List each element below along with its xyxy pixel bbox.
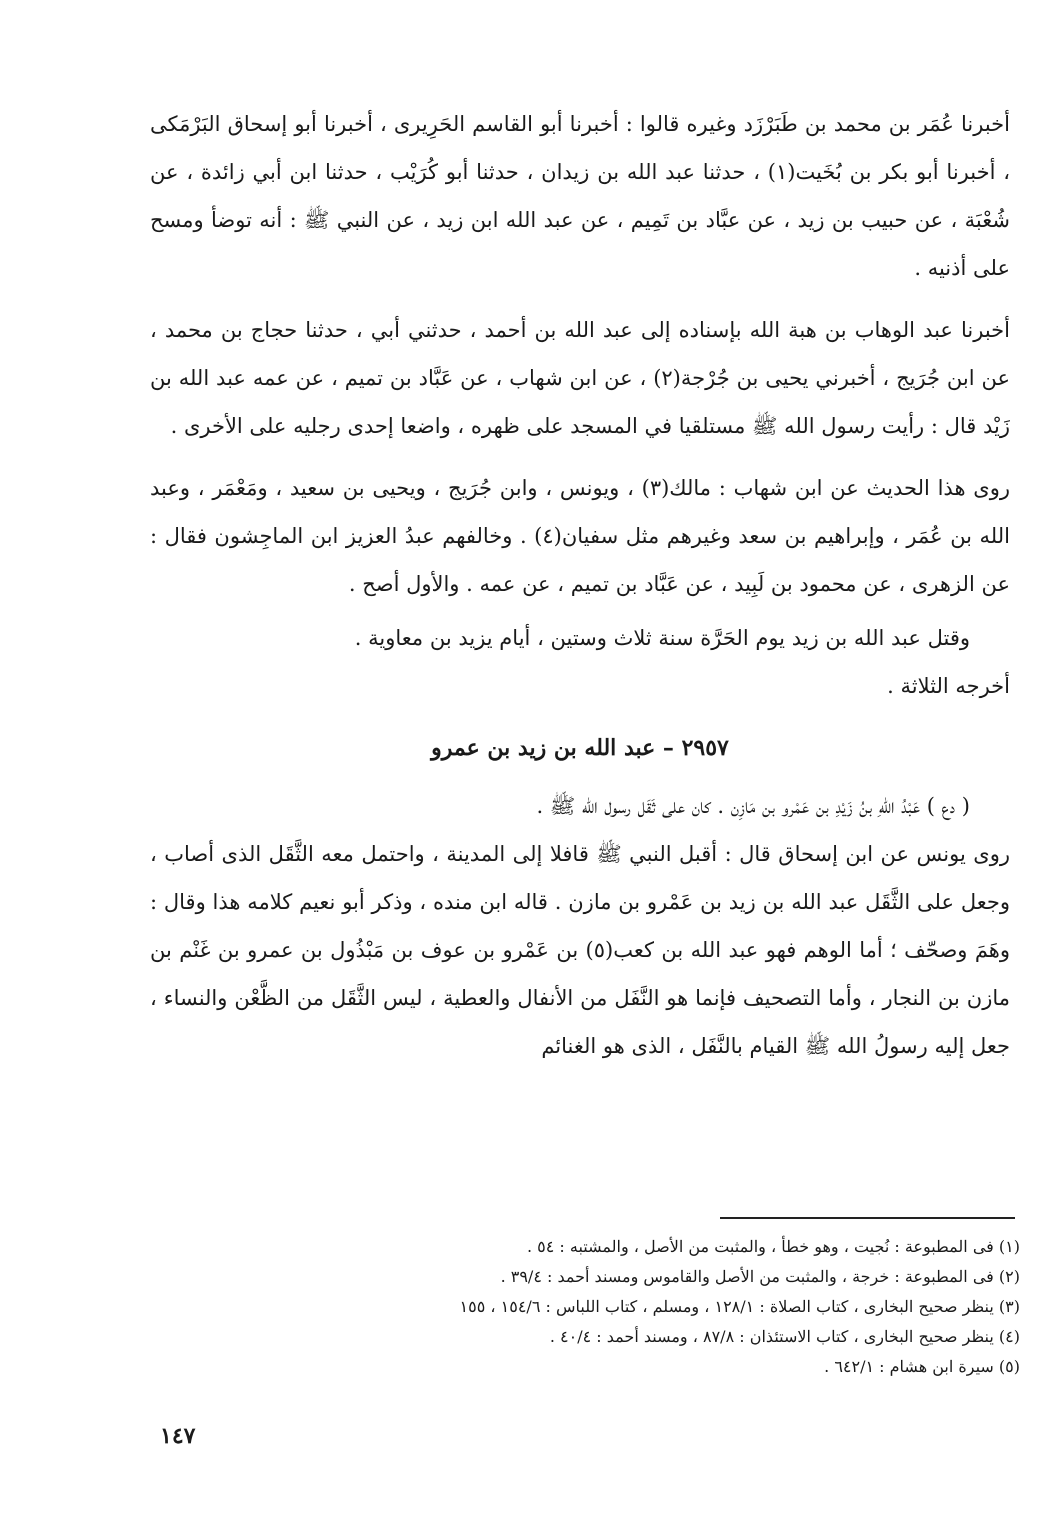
footnotes (250, 1232, 1020, 1382)
entry-paragraph: روى يونس عن ابن إسحاق قال : أقبل النبي ﷺ قافلا إلى المدينة ، واحتمل معه الثَّقَل الذى أصاب ، وجعل على الثَّقَل عبد الله بن زيد بن عَمْرو بن مازن . قاله ابن منده ، وذكر أبو نعيم كلامه هذا وقال : وهَمَ وصحّف ؛ أما الوهم فهو عبد الله بن كعب(٥) بن عَمْرو بن عوف بن مَبْذُول بن عمرو بن غَنْم بن مازن بن النجار ، وأما التصحيف فإنما هو النَّفَل من الأنفال والعطية ، ليس الثَّقَل من الظَّعْن والنساء ، جعل إليه رسولُ الله ﷺ القيام بالنَّفَل ، الذى هو الغنائم (150, 842, 1011, 1058)
paragraph-2: أخبرنا عبد الوهاب بن هبة الله بإسناده إلى عبد الله بن أحمد ، حدثني أبي ، حدثنا حجاج بن محمد ، عن ابن جُرَيج ، أخبرني يحيى بن جُرْجة(٢) ، عن ابن شهاب ، عن عَبَّاد بن تميم ، عن عمه عبد الله بن زَيْد قال : رأيت رسول الله ﷺ مستلقيا في المسجد على ظهره ، واضعا إحدى رجليه على الأخرى . (150, 318, 1010, 438)
footnote-3: (٣) ينظر صحيح البخارى ، كتاب الصلاة : ١٢٨/١ ، ومسلم ، كتاب اللباس : ١٥٤/٦ ، ١٥٥ (459, 1297, 1020, 1316)
footnote-2: (٢) فى المطبوعة : خرجة ، والمثبت من الأصل والقاموس ومسند أحمد : ٣٩/٤ . (500, 1267, 1020, 1286)
footnote-5: (٥) سيرة ابن هشام : ٦٤٢/١ . (824, 1357, 1020, 1376)
entry-heading: ٢٩٥٧ – عبد الله بن زيد بن عمرو (431, 735, 729, 761)
footnote-divider (720, 1217, 1015, 1219)
paragraph-1: أخبرنا عُمَر بن محمد بن طَبَرْزَد وغيره قالوا : أخبرنا أبو القاسم الحَرِيرى ، أخبرنا أبو إسحاق البَرْمَكى ، أخبرنا أبو بكر بن بُخَيت(١) ، حدثنا عبد الله بن زيدان ، حدثنا أبو كُرَيْب ، حدثنا ابن أبي زائدة ، عن شُعْبَة ، عن حبيب بن زيد ، عن عبَّاد بن تَمِيم ، عن عبد الله ابن زيد ، عن النبي ﷺ : أنه توضأ ومسح على أذنيه . (150, 112, 1010, 280)
page-body (150, 100, 1010, 1070)
extraction-note: أخرجه الثلاثة . (887, 674, 1010, 698)
page-number: ١٤٧ (160, 1423, 196, 1449)
footnote-1: (١) فى المطبوعة : نُجيت ، وهو خطأ ، والمثبت من الأصل ، والمشتبه : ٥٤ . (526, 1237, 1020, 1256)
death-note: وقتل عبد الله بن زيد يوم الحَرَّة سنة ثلاث وستين ، أيام يزيد بن معاوية . (354, 626, 970, 650)
entry-intro: ( دع ) عَبْدُ اللهِ بنُ زَيْدِ بن عَمْرو بن مَازِن . كان على ثَقَل رسول الله ﷺ . (536, 794, 970, 818)
footnote-4: (٤) ينظر صحيح البخارى ، كتاب الاستئذان : ٨٧/٨ ، ومسند أحمد : ٤٠/٤ . (549, 1327, 1020, 1346)
paragraph-3: روى هذا الحديث عن ابن شهاب : مالك(٣) ، ويونس ، وابن جُرَيج ، ويحيى بن سعيد ، ومَعْمَر ، وعبد الله بن عُمَر ، وإبراهيم بن سعد وغيرهم مثل سفيان(٤) . وخالفهم عبدُ العزيز ابن الماجِشون فقال : عن الزهرى ، عن محمود بن لَبِيد ، عن عَبَّاد بن تميم ، عن عمه . والأول أصح . (150, 476, 1010, 596)
